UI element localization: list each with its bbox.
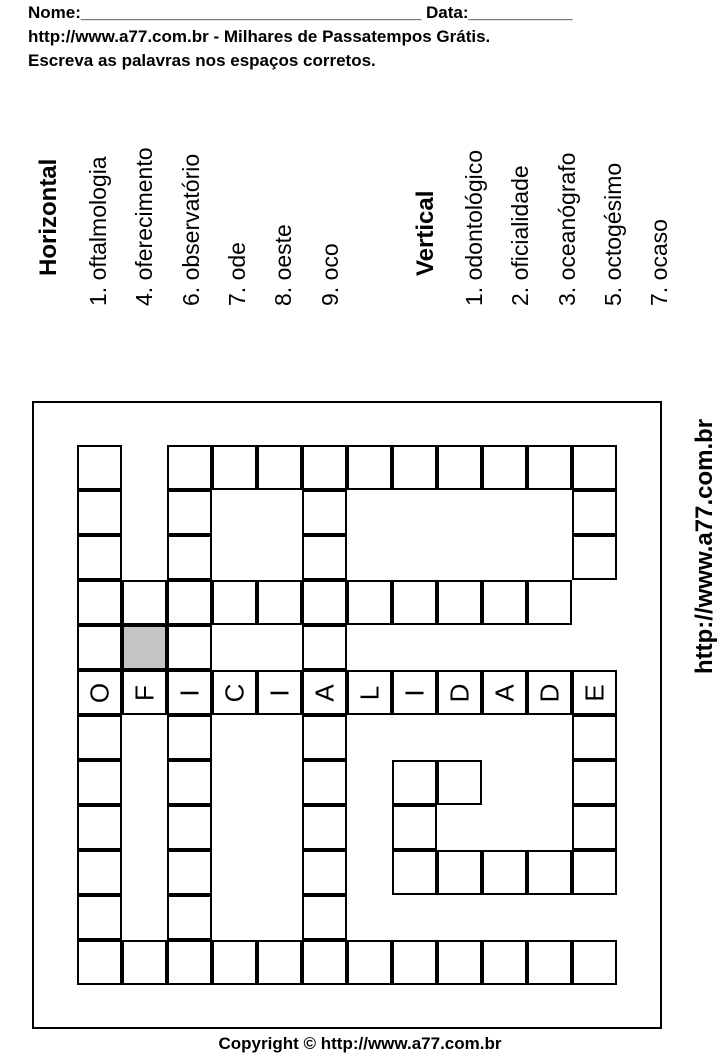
grid-cell[interactable] bbox=[257, 445, 302, 490]
vertical-title: Vertical bbox=[412, 190, 439, 276]
horizontal-clue: 7. ode bbox=[224, 242, 250, 306]
vertical-clue: 1. odontológico bbox=[461, 149, 487, 306]
instruction: Escreva as palavras nos espaços corretos. bbox=[28, 51, 376, 70]
grid-cell[interactable] bbox=[527, 940, 572, 985]
grid-cell[interactable] bbox=[77, 580, 122, 625]
side-url: http://www.a77.com.br bbox=[691, 418, 718, 674]
grid-cell[interactable] bbox=[167, 490, 212, 535]
vertical-clue: 3. oceanógrafo bbox=[554, 152, 580, 306]
name-label: Nome: bbox=[28, 3, 81, 22]
grid-cell[interactable] bbox=[167, 715, 212, 760]
grid-cell[interactable] bbox=[77, 625, 122, 670]
name-blank[interactable]: ____________________________________ bbox=[80, 3, 422, 22]
grid-cell[interactable] bbox=[77, 760, 122, 805]
cell-letter: D bbox=[534, 683, 564, 702]
grid-cell[interactable] bbox=[212, 670, 257, 715]
grid-cell[interactable] bbox=[302, 580, 347, 625]
grid-cell[interactable] bbox=[302, 805, 347, 850]
grid-cell[interactable] bbox=[122, 580, 167, 625]
grid-cell[interactable] bbox=[302, 940, 347, 985]
cell-letter: E bbox=[579, 683, 609, 702]
grid-cell[interactable] bbox=[77, 895, 122, 940]
grid-cell[interactable] bbox=[257, 670, 302, 715]
vertical-clue: 5. octogésimo bbox=[600, 162, 626, 306]
grid-cell[interactable] bbox=[302, 670, 347, 715]
grid-cell[interactable] bbox=[482, 580, 527, 625]
grid-cell[interactable] bbox=[212, 445, 257, 490]
grid-cell[interactable] bbox=[437, 850, 482, 895]
grid-cell[interactable] bbox=[437, 670, 482, 715]
header-name-date bbox=[28, 3, 573, 23]
cell-letter: I bbox=[264, 688, 294, 697]
copyright: Copyright © http://www.a77.com.br bbox=[218, 1034, 502, 1053]
cell-letter: A bbox=[309, 683, 339, 702]
grid-cell[interactable] bbox=[167, 670, 212, 715]
grid-cell[interactable] bbox=[572, 715, 617, 760]
cell-letter: A bbox=[489, 683, 519, 702]
grid-cell[interactable] bbox=[392, 940, 437, 985]
grid-cell[interactable] bbox=[527, 670, 572, 715]
grid-cell[interactable] bbox=[572, 490, 617, 535]
grid-cell[interactable] bbox=[392, 850, 437, 895]
grid-cell[interactable] bbox=[257, 940, 302, 985]
grid-cell[interactable] bbox=[77, 490, 122, 535]
cell-letter: L bbox=[354, 685, 384, 700]
grid-cell[interactable] bbox=[572, 535, 617, 580]
cell-letter: I bbox=[174, 688, 204, 697]
grid-cell[interactable] bbox=[302, 895, 347, 940]
horizontal-clue: 9. oco bbox=[317, 243, 343, 306]
grid-cell[interactable] bbox=[167, 625, 212, 670]
grid-cell[interactable] bbox=[347, 670, 392, 715]
date-label: Data: bbox=[426, 3, 469, 22]
horizontal-clue: 4. oferecimento bbox=[131, 147, 157, 306]
grid-cell[interactable] bbox=[392, 670, 437, 715]
cell-letter: C bbox=[219, 683, 249, 702]
puzzle-frame bbox=[32, 401, 662, 1029]
grid-cell[interactable] bbox=[347, 445, 392, 490]
grid-cell[interactable] bbox=[167, 940, 212, 985]
grid-cell[interactable] bbox=[302, 850, 347, 895]
grid-cell[interactable] bbox=[572, 760, 617, 805]
horizontal-clue: 1. oftalmologia bbox=[85, 156, 111, 306]
grid-cell[interactable] bbox=[77, 535, 122, 580]
grid-cell[interactable] bbox=[302, 490, 347, 535]
grid-cell[interactable] bbox=[77, 805, 122, 850]
grid-cell[interactable] bbox=[167, 445, 212, 490]
grid-cell[interactable] bbox=[167, 535, 212, 580]
cell-letter: I bbox=[399, 688, 429, 697]
grid-cell[interactable] bbox=[527, 850, 572, 895]
grid-cell[interactable] bbox=[437, 940, 482, 985]
cell-letter: D bbox=[444, 683, 474, 702]
grid-cell[interactable] bbox=[167, 580, 212, 625]
grid-cell[interactable] bbox=[122, 670, 167, 715]
grid-cell[interactable] bbox=[572, 850, 617, 895]
site-line: http://www.a77.com.br - Milhares de Passatempos Grátis. bbox=[28, 27, 491, 46]
grid-cell[interactable] bbox=[302, 535, 347, 580]
grid-cell-shaded bbox=[122, 625, 167, 670]
grid-cell[interactable] bbox=[212, 940, 257, 985]
grid-cell[interactable] bbox=[482, 850, 527, 895]
grid-cell[interactable] bbox=[572, 445, 617, 490]
grid-cell[interactable] bbox=[392, 445, 437, 490]
grid-cell[interactable] bbox=[77, 940, 122, 985]
grid-cell[interactable] bbox=[167, 895, 212, 940]
date-blank[interactable]: ___________ bbox=[468, 3, 573, 22]
grid-cell[interactable] bbox=[527, 445, 572, 490]
horizontal-clue: 8. oeste bbox=[270, 224, 296, 306]
grid-cell[interactable] bbox=[212, 580, 257, 625]
grid-cell[interactable] bbox=[347, 940, 392, 985]
grid-cell[interactable] bbox=[167, 850, 212, 895]
horizontal-clue: 6. observatório bbox=[178, 153, 204, 306]
cell-letter: F bbox=[129, 684, 159, 701]
grid-cell[interactable] bbox=[527, 580, 572, 625]
grid-cell[interactable] bbox=[482, 670, 527, 715]
grid-cell[interactable] bbox=[77, 670, 122, 715]
grid-cell[interactable] bbox=[77, 850, 122, 895]
vertical-clue: 7. ocaso bbox=[646, 219, 672, 306]
grid-cell[interactable] bbox=[347, 580, 392, 625]
grid-cell[interactable] bbox=[392, 580, 437, 625]
grid-cell[interactable] bbox=[482, 940, 527, 985]
grid-cell[interactable] bbox=[392, 805, 437, 850]
grid-cell[interactable] bbox=[257, 580, 302, 625]
grid-cell[interactable] bbox=[302, 625, 347, 670]
grid-cell[interactable] bbox=[77, 445, 122, 490]
grid-cell[interactable] bbox=[437, 760, 482, 805]
vertical-clue: 2. oficialidade bbox=[507, 165, 533, 306]
cell-letter: O bbox=[84, 682, 114, 703]
grid-cell[interactable] bbox=[572, 940, 617, 985]
grid-cell[interactable] bbox=[302, 445, 347, 490]
grid-cell[interactable] bbox=[302, 715, 347, 760]
horizontal-title: Horizontal bbox=[35, 158, 62, 276]
grid-cell[interactable] bbox=[437, 580, 482, 625]
grid-cell[interactable] bbox=[437, 445, 482, 490]
grid-cell[interactable] bbox=[572, 805, 617, 850]
grid-cell[interactable] bbox=[77, 715, 122, 760]
grid-cell[interactable] bbox=[167, 760, 212, 805]
grid-cell[interactable] bbox=[302, 760, 347, 805]
grid-cell[interactable] bbox=[122, 940, 167, 985]
grid-cell[interactable] bbox=[572, 670, 617, 715]
grid-cell[interactable] bbox=[482, 445, 527, 490]
grid-cell[interactable] bbox=[392, 760, 437, 805]
grid-cell[interactable] bbox=[167, 805, 212, 850]
